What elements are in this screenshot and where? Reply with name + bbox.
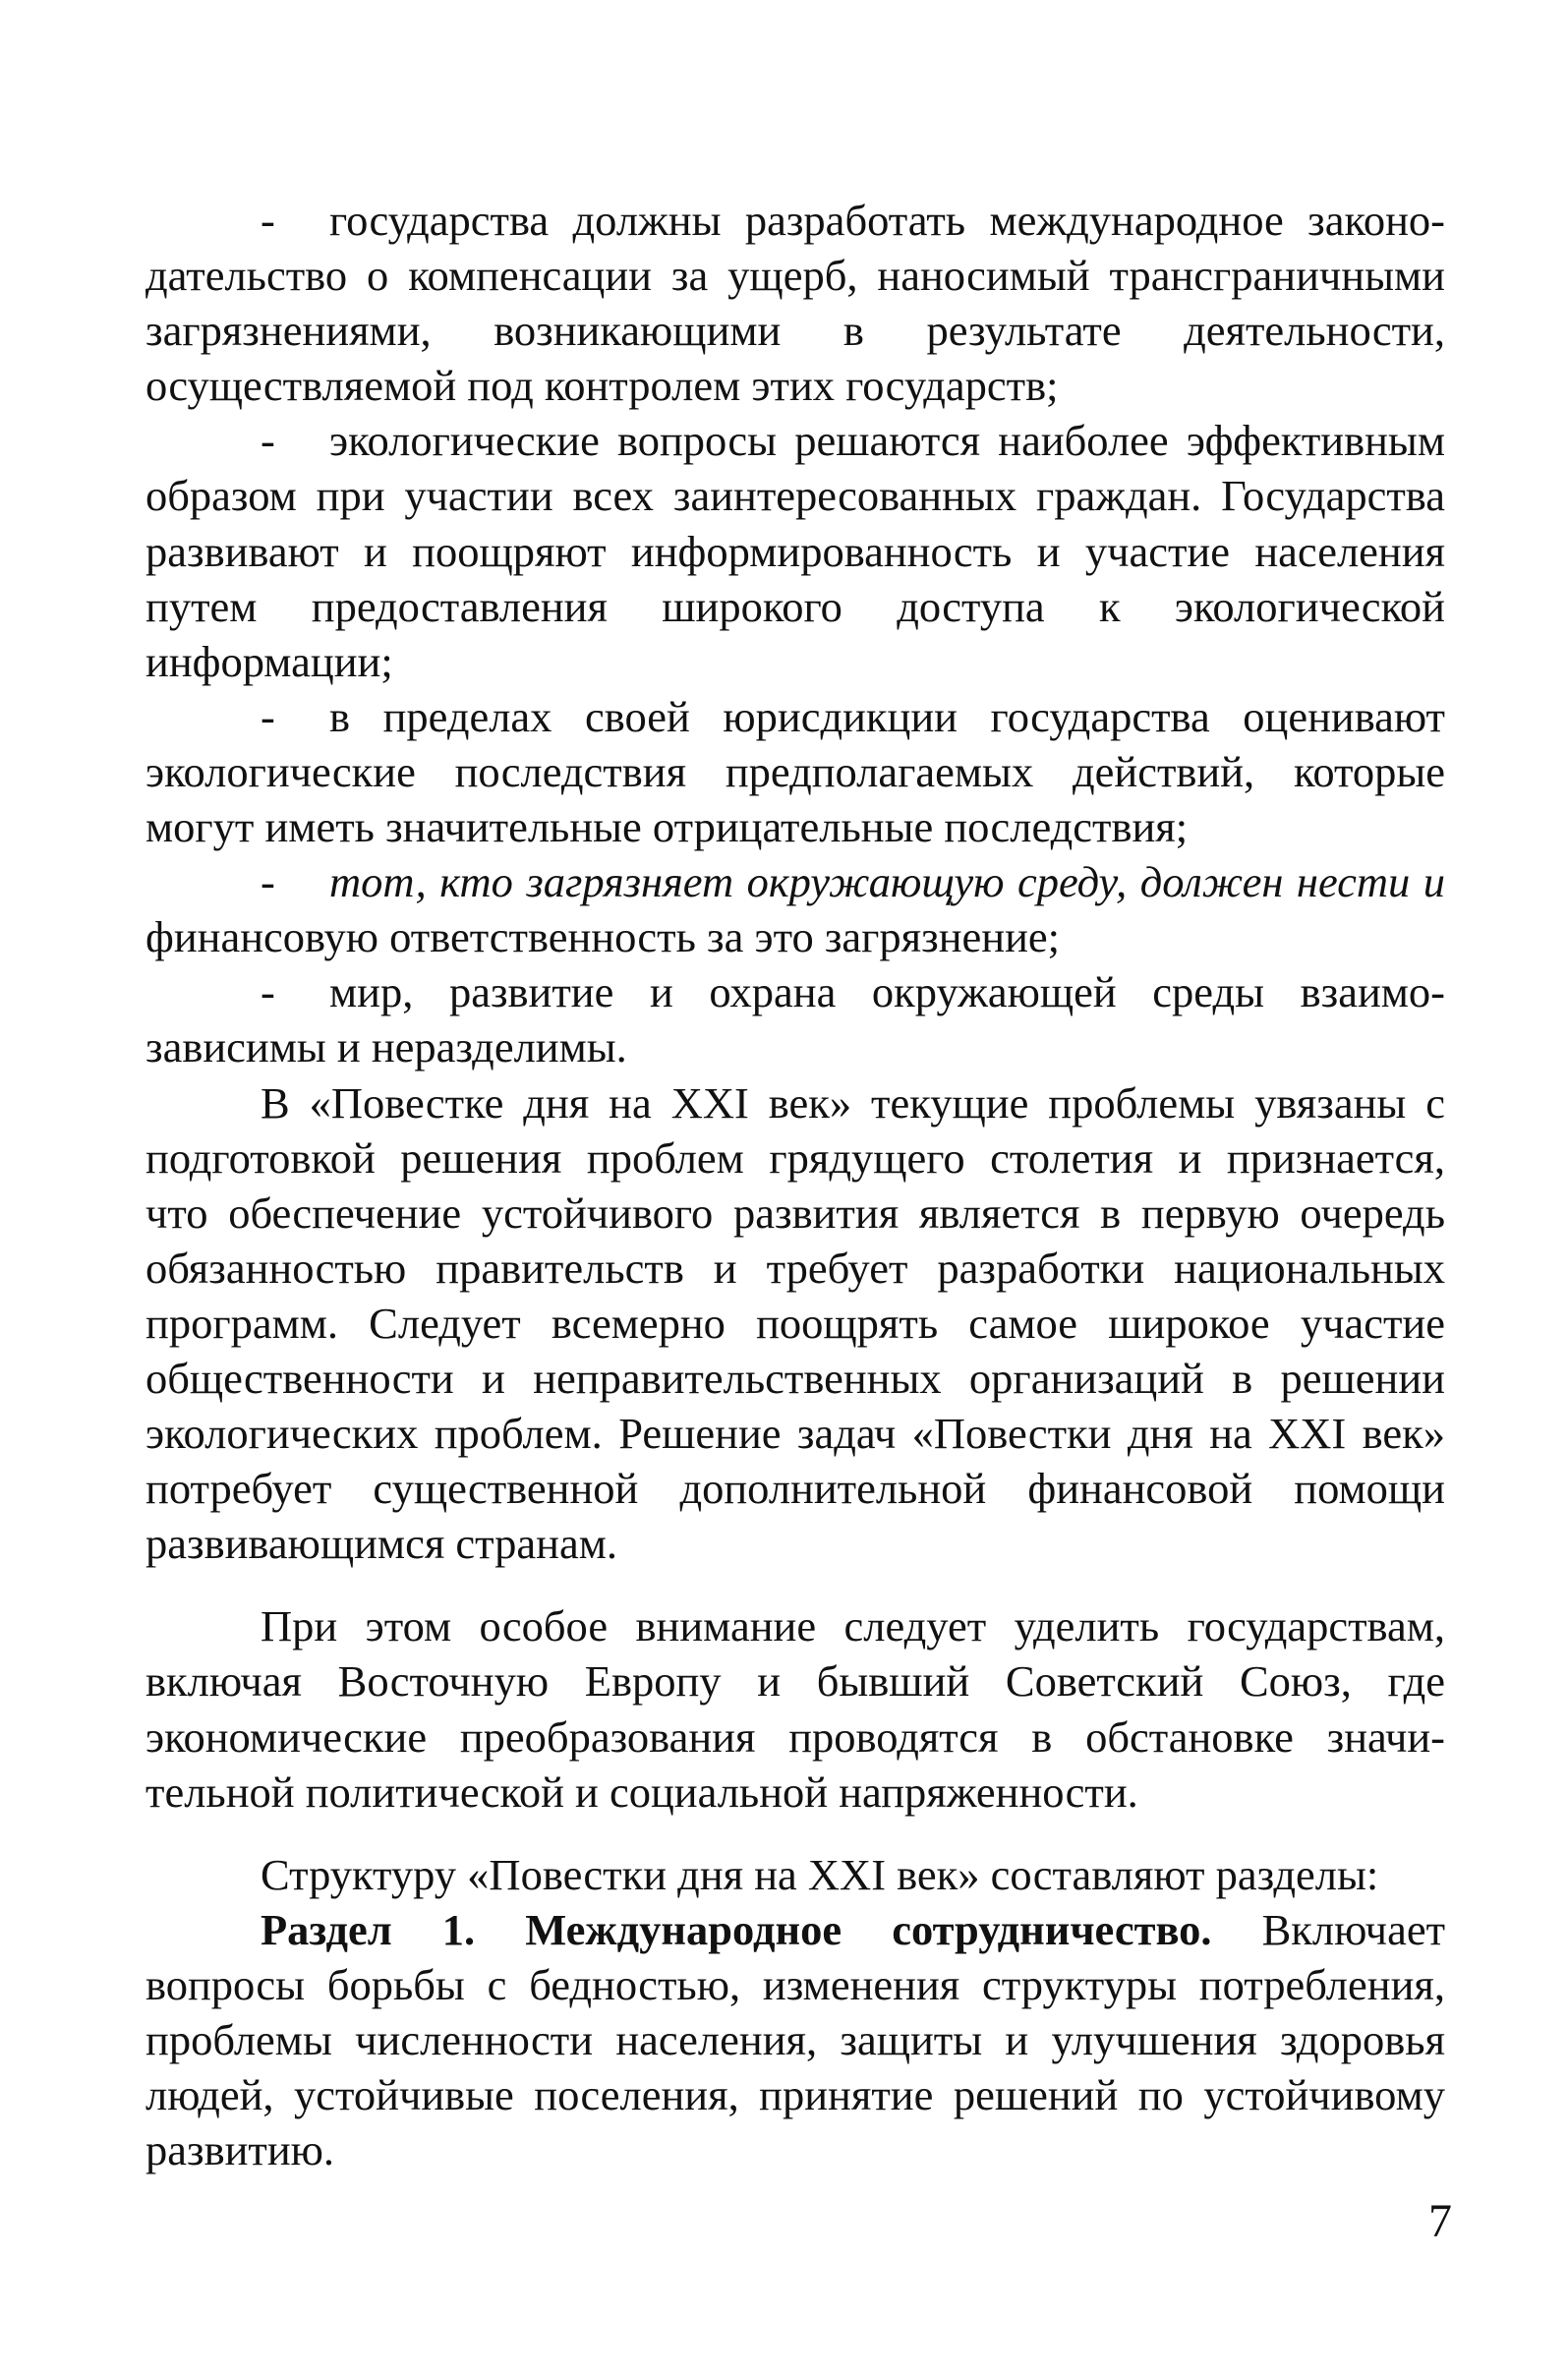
text-line: развивают и поощряют информированность и участие населения [145, 526, 1445, 576]
list-item-line: - экологические вопросы решаются наиболее эффективным [145, 413, 1445, 468]
text-line: развивающимся странам. [145, 1519, 618, 1569]
list-dash: - [261, 691, 275, 741]
text-line: включая Восточную Европу и бывший Советский Союз, где [145, 1656, 1445, 1707]
text-line: обязанностью правительств и требует разработки национальных [145, 1243, 1445, 1293]
text-line: дательство о компенсации за ущерб, наносимый трансграничными [145, 251, 1445, 301]
text-line: программ. Следует всемерно поощрять самое широкое участие [145, 1298, 1445, 1348]
list-item-line: - тот, кто загрязняет окружающую среду, должен нести и [145, 854, 1445, 909]
text-line: тельной политической и социальной напряженности. [145, 1766, 1138, 1817]
text-line: путем предоставления широкого доступа к экологической [145, 581, 1445, 631]
text-line: экологических проблем. Решение задач «Повестки дня на XXI век» [145, 1409, 1445, 1459]
text-line: зависимы и неразделимы. [145, 1022, 627, 1072]
text-line: могут иметь значительные отрицательные последствия; [145, 802, 1189, 852]
text-line: развитию. [145, 2125, 335, 2175]
text-line: осуществляемой под контролем этих государств; [145, 361, 1059, 411]
paragraph-first-line: Структуру «Повестки дня на XXI век» составляют разделы: [261, 1849, 1379, 1899]
list-dash: - [261, 967, 275, 1017]
text-line: экологические последствия предполагаемых действий, которые [145, 746, 1445, 796]
section-title: Раздел 1. Международное сотрудничество. [261, 1904, 1212, 1954]
paragraph-first-line: В «Повестке дня на XXI век» текущие проблемы увязаны с [261, 1077, 1445, 1128]
text-line: потребует существенной дополнительной финансовой помощи [145, 1464, 1445, 1514]
text-line: что обеспечение устойчивого развития является в первую очередь [145, 1187, 1445, 1238]
list-item-line: - в пределах своей юрисдикции государства оценивают [145, 689, 1445, 744]
text-line: проблемы численности населения, защиты и улучшения здоровья [145, 2015, 1445, 2064]
text-line: подготовкой решения проблем грядущего столетия и признается, [145, 1132, 1445, 1183]
list-item-line: - мир, развитие и охрана окружающей среды взаимо- [145, 964, 1445, 1019]
text-line: общественности и неправительственных организаций в решении [145, 1353, 1445, 1403]
text-line: экономические преобразования проводятся в обстановке значи- [145, 1711, 1445, 1762]
text-line: информации; [145, 636, 393, 686]
text-line: загрязнениями, возникающими в результате деятельности, [145, 306, 1445, 356]
section-heading-line: Раздел 1. Международное сотрудничество. Включает [261, 1904, 1446, 1954]
text-line: финансовую ответственность за это загрязнение; [145, 912, 1061, 962]
page-number: 7 [1428, 2195, 1452, 2247]
list-dash: - [261, 416, 275, 466]
text-line: образом при участии всех заинтересованных граждан. Государства [145, 471, 1445, 521]
list-dash: - [261, 196, 275, 245]
list-dash: - [261, 857, 275, 907]
text-line: вопросы борьбы с бедностью, изменения структуры потребления, [145, 1959, 1445, 2009]
paragraph-first-line: При этом особое внимание следует уделить государствам, [261, 1601, 1445, 1651]
text-line: людей, устойчивые поселения, принятие решений по устойчивому [145, 2070, 1445, 2120]
page-body [145, 193, 1445, 2177]
list-item-line: - государства должны разработать международное законо- [145, 193, 1445, 248]
